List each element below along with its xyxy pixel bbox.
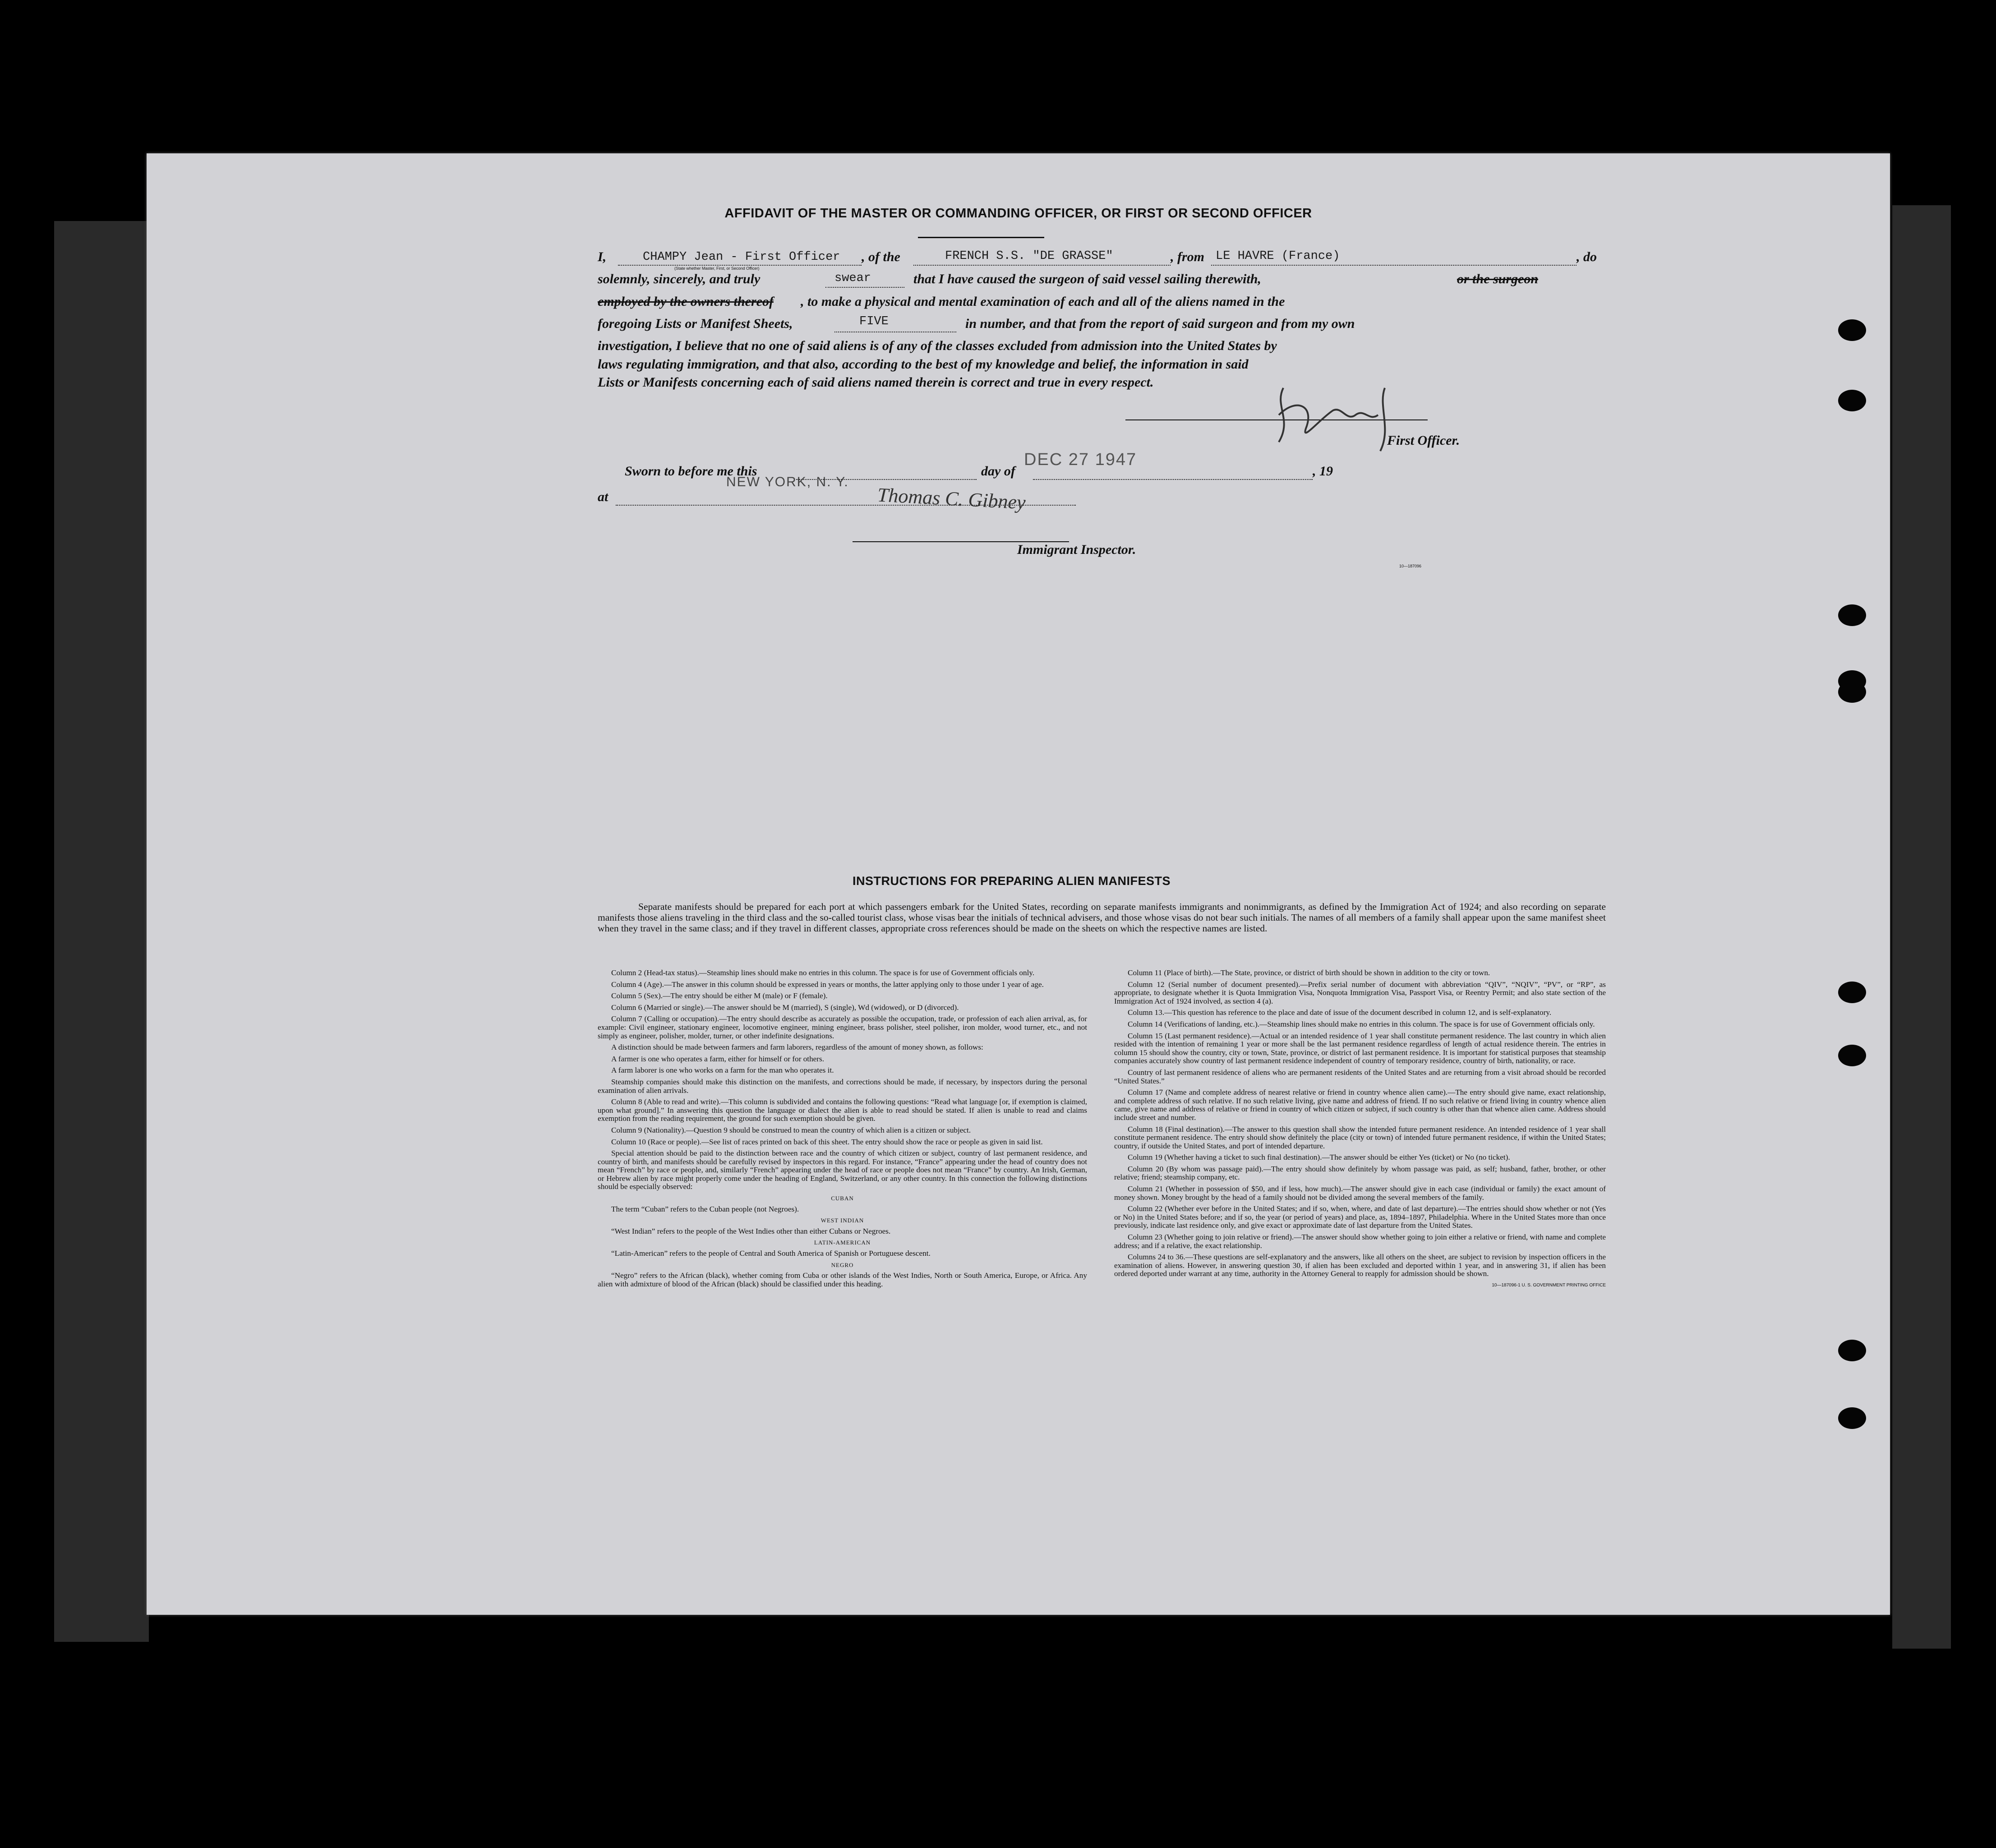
investigation-text: investigation, I believe that no one of said aliens is of any of the classes excluded from admission into the United States by <box>598 338 1277 353</box>
column-2-note: Column 2 (Head-tax status).—Steamship lines should make no entries in this column. The space is for use of Government officials only. <box>611 968 1035 977</box>
manifest-sheet <box>147 153 1890 1615</box>
form-number: 10—187096 <box>1399 564 1422 568</box>
columns-24-36-note: Columns 24 to 36.—These questions are self-explanatory and the answers, like all others on the sheet, are subject to revision by inspection officers in the examination of aliens. However, in answering question 30, if alien has been excluded and deported within 1 year, and in answering 31, if alien has been ordered deported under warrant at any time, authority in the Attorney General to reapply for admission should be shown. <box>1114 1253 1606 1278</box>
inspector-signature: Thomas C. Gibney <box>876 484 1026 514</box>
punch-hole <box>1838 390 1866 411</box>
officer-signature <box>1265 379 1401 456</box>
negro-heading: NEGRO <box>831 1261 854 1268</box>
examination-text: , to make a physical and mental examination of each and all of the aliens named in the <box>801 294 1285 309</box>
column-14-note: Column 14 (Verifications of landing, etc.).—Steamship lines should make no entries in this column. The space is for use of Government officials only. <box>1128 1019 1595 1028</box>
punch-hole <box>1838 604 1866 626</box>
west-indian-heading: WEST INDIAN <box>821 1217 864 1224</box>
do-text: , do <box>1577 249 1597 264</box>
solemnly-text: solemnly, sincerely, and truly <box>598 272 761 286</box>
surgeon-text: that I have caused the surgeon of said vessel sailing therewith, <box>913 272 1261 286</box>
inspector-title: Immigrant Inspector. <box>1017 542 1136 557</box>
race-distinction-note: Special attention should be paid to the distinction between race and the country of which citizen or subject, country of last permanent residence, and country of birth, and manifests should be carefully revised by inspectors in this regard. For instance, “France” appearing under the head of country does not mean “French” by race or people, and, similarly “French” appearing under the head of race or people does not mean “France” by country. An Irish, German, or Hebrew alien by race might properly come under the heading of England, Switzerland, or any other country. In this connection the following distinctions should be especially observed: <box>598 1149 1087 1191</box>
punch-hole <box>1838 681 1866 703</box>
column-23-note: Column 23 (Whether going to join relative or friend).—The answer should show whether going to join either a relative or friend, with name and complete address; and if a relative, the exact relationship. <box>1114 1233 1606 1250</box>
laws-text: laws regulating immigration, and that also, according to the best of my knowledge and belief, the information in said <box>598 357 1249 372</box>
column-8-note: Column 8 (Able to read and write).—This column is subdivided and contains the following questions: “Read what language [or, if exemption is claimed, upon what ground].” In answering this question the language or dialect the alien is able to read should be stated. If alien is unable to read and claims exemption from the reading requirement, the ground for such exemption should be given. <box>598 1097 1087 1123</box>
column-20-note: Column 20 (By whom was passage paid).—The entry should show definitely by whom passage was paid, as self; husband, father, brother, or other relative; friend; steamship company, etc. <box>1114 1164 1606 1182</box>
lists-text: foregoing Lists or Manifest Sheets, <box>598 316 793 331</box>
officer-name: CHAMPY Jean - First Officer <box>643 250 840 264</box>
latin-american-heading: LATIN-AMERICAN <box>814 1239 871 1246</box>
column-7-note: Column 7 (Calling or occupation).—The entry should describe as accurately as possible the occupation, trade, or profession of each alien arrival, as, for example: Civil engineer, stationary engineer, locomotive engineer, mining engineer, brass polisher, steel polisher, iron molder, wood turner, etc., and not simply as engineer, polisher, molder, turner, or other indefinite designations. <box>598 1014 1087 1040</box>
place-stamp: NEW YORK, N. Y. <box>726 475 849 489</box>
punch-hole <box>1838 319 1866 341</box>
at-text: at <box>598 489 608 504</box>
date-stamp: DEC 27 1947 <box>1024 450 1137 469</box>
farmer-distinction: A distinction should be made between farmers and farm laborers, regardless of the amount of money shown, as follows: <box>611 1043 983 1052</box>
printing-office-footer: 10—187096-1 U. S. GOVERNMENT PRINTING OFFICE <box>1492 1283 1606 1288</box>
corrections-note: Steamship companies should make this distinction on the manifests, and corrections should be made, if necessary, by inspectors during the personal examination of alien arrivals. <box>598 1077 1087 1095</box>
film-edge-right <box>1892 205 1951 1649</box>
affidavit-title: AFFIDAVIT OF THE MASTER OR COMMANDING OFFICER, OR FIRST OR SECOND OFFICER <box>724 206 1312 221</box>
column-4-note: Column 4 (Age).—The answer in this column should be expressed in years or months, the latter applying only to those under 1 year of age. <box>611 980 1044 989</box>
column-6-note: Column 6 (Married or single).—The answer should be M (married), S (single), Wd (widowed), or D (divorced). <box>611 1003 959 1012</box>
rank-note: (State whether Master, First, or Second Officer) <box>674 266 760 271</box>
punch-hole <box>1838 1340 1866 1361</box>
of-the-text: , of the <box>862 249 900 264</box>
signer-title: First Officer. <box>1387 433 1460 448</box>
struck-surgeon-text: or the surgeon <box>1457 272 1539 286</box>
west-indian-definition: “West Indian” refers to the people of the West Indies other than either Cubans or Negroes. <box>611 1226 891 1235</box>
count-field <box>834 316 956 332</box>
instructions-title: INSTRUCTIONS FOR PREPARING ALIEN MANIFESTS <box>853 874 1171 888</box>
lists-correct-text: Lists or Manifests concerning each of said aliens named therein is correct and true in every respect. <box>598 375 1154 390</box>
column-10-note: Column 10 (Race or people).—See list of races printed on back of this sheet. The entry should show the race or people as given in said list. <box>611 1137 1043 1146</box>
day-of-text: day of <box>981 464 1015 479</box>
cuban-heading: CUBAN <box>831 1195 854 1202</box>
title-rule <box>918 237 1044 238</box>
affidavit-i: I, <box>598 249 607 264</box>
nineteen-text: , 19 <box>1313 464 1333 479</box>
struck-owners-text: employed by the owners thereof <box>598 294 774 309</box>
oath-word: swear <box>834 272 871 285</box>
ship-name: FRENCH S.S. "DE GRASSE" <box>945 249 1113 263</box>
cuban-definition: The term “Cuban” refers to the Cuban people (not Negroes). <box>611 1204 799 1213</box>
column-13-note: Column 13.—This question has reference to the place and date of issue of the document described in column 12, and is self-explanatory. <box>1128 1008 1552 1017</box>
negro-definition: “Negro” refers to the African (black), whether coming from Cuba or other islands of the West Indies, North or South America, Europe, or Africa. Any alien with admixture of blood of the African (black) should be classified under this heading. <box>598 1271 1087 1288</box>
column-19-note: Column 19 (Whether having a ticket to such final destination).—The answer should be either Yes (ticket) or No (no ticket). <box>1128 1153 1510 1162</box>
farm-laborer-definition: A farm laborer is one who works on a farm for the man who operates it. <box>611 1066 834 1075</box>
instructions-left-column <box>598 969 1087 1291</box>
column-12-note: Column 12 (Serial number of document presented).—Prefix serial number of document with abbreviation “QIV”, “NQIV”, “PV”, or “RP”, as appropriate, to designate whether it is Quota Immigration Visa, Nonquota Immigration Visa, Passport Visa, or Reentry Permit; and also state section of the Immigration Act of 1924 involved, as section 4 (a). <box>1114 980 1606 1005</box>
column-5-note: Column 5 (Sex).—The entry should be either M (male) or F (female). <box>611 991 828 1000</box>
us-residence-note: Country of last permanent residence of aliens who are permanent residents of the United States and are returning from a visit abroad should be recorded “United States.” <box>1114 1068 1606 1085</box>
instructions-right-column <box>1114 969 1606 1293</box>
sworn-text: Sworn to before me this <box>625 464 757 479</box>
column-17-note: Column 17 (Name and complete address of nearest relative or friend in country whence alien came).—The entry should give name, exact relationship, and complete address of such relative. If no such relative living, give name and address of friend. If no such relative or friend living in country whence alien came, give name and address of relative or friend in country of which citizen or subject, if such country is other than that whence alien came. Address should include street and number. <box>1114 1088 1606 1122</box>
punch-hole <box>1838 1045 1866 1066</box>
punch-hole <box>1838 1407 1866 1429</box>
column-11-note: Column 11 (Place of birth).—The State, province, or district of birth should be shown in addition to the city or town. <box>1128 968 1490 977</box>
from-text: , from <box>1171 249 1204 264</box>
in-number-text: in number, and that from the report of said surgeon and from my own <box>965 316 1355 331</box>
column-22-note: Column 22 (Whether ever before in the United States; and if so, when, where, and date of last departure).—The entries should show whether or not (Yes or No) in the United States before; and if so, the year (or period of years) and place, as, 1894–1897, Philadelphia. Where in the United States more than once previously, indicate last residence only, and give exact or approximate date of last departure from the United States. <box>1114 1204 1606 1230</box>
column-15-note: Column 15 (Last permanent residence).—Actual or an intended residence of 1 year shall constitute permanent residence. The last country in which alien resided with the intention of remaining 1 year or more shall be the last permanent residence regardless of length of actual residence therein. The entries in column 15 should show the country, city or town, State, province, or district of last permanent residence. It is important for statistical purposes that steamship companies accurately show country of last permanent residence independent of country of temporary residence, country of birth, nationality, or race. <box>1114 1031 1606 1065</box>
latin-american-definition: “Latin-American” refers to the people of Central and South America of Spanish or Portuguese descent. <box>611 1249 931 1258</box>
column-18-note: Column 18 (Final destination).—The answer to this question shall show the intended future permanent residence. An intended residence of 1 year shall constitute permanent residence. The entry should show definitely the place (city or town) of intended future permanent residence, if within the United States; country, if outside the United States, and port of intended departure. <box>1114 1124 1606 1150</box>
punch-hole <box>1838 982 1866 1003</box>
farmer-definition: A farmer is one who operates a farm, either for himself or for others. <box>611 1054 825 1063</box>
sheet-count: FIVE <box>859 315 889 328</box>
column-21-note: Column 21 (Whether in possession of $50, and if less, how much).—The answer should give in each case (individual or family) the exact amount of money shown. Money brought by the head of a family should not be divided among the several members of the family. <box>1114 1184 1606 1202</box>
instructions-intro: Separate manifests should be prepared for each port at which passengers embark for the United States, recording on separate manifests immigrants and nonimmigrants, as defined by the Immigration Act of 1924; and also recording on separate manifests those aliens traveling in the third class and the so-called tourist class, whose visas bear the initials of technical advisers, and those whose visas do not bear such initials. The names of all members of a family shall appear upon the same manifest sheet when they travel in the same class; and if they travel in different classes, appropriate cross references should be made on the sheets on which the respective names are listed. <box>598 901 1606 934</box>
film-edge-left <box>54 221 149 1642</box>
column-9-note: Column 9 (Nationality).—Question 9 should be construed to mean the country of which alien is a citizen or subject. <box>611 1125 971 1134</box>
port-name: LE HAVRE (France) <box>1216 249 1340 263</box>
